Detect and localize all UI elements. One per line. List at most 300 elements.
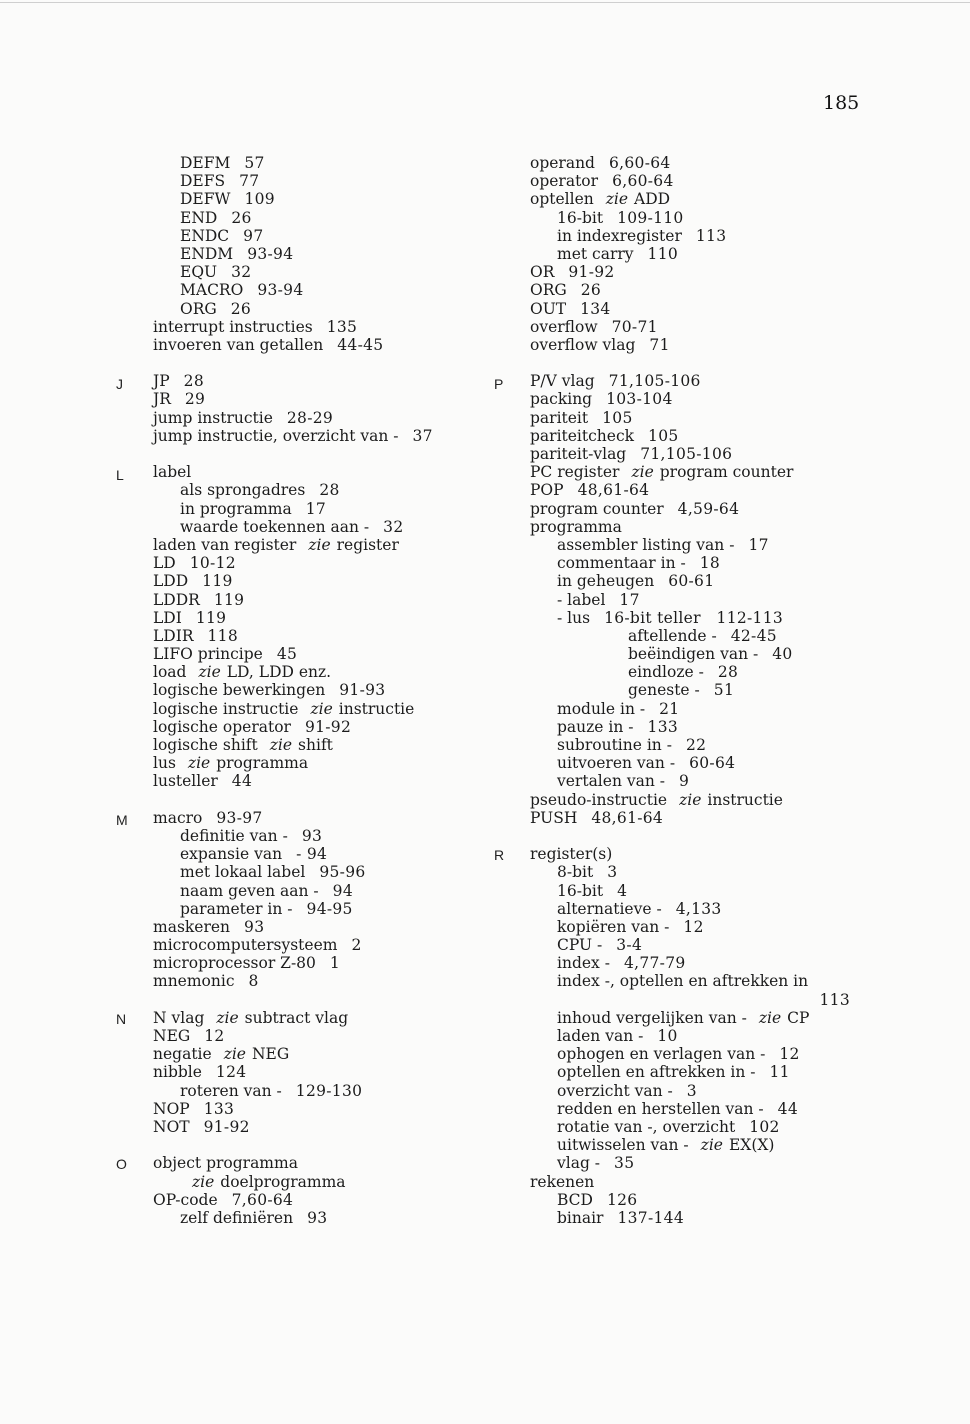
index-entry (153, 245, 533, 263)
index-term: met lokaal label (180, 863, 306, 882)
index-entry (153, 736, 533, 754)
index-term: programma (530, 517, 622, 536)
index-entry (153, 481, 533, 499)
index-entry (153, 918, 533, 936)
index-term: ORG (180, 299, 217, 318)
page-reference: 7,60-64 (231, 1190, 294, 1209)
index-term: maskeren (153, 917, 231, 936)
index-entry (153, 372, 533, 390)
index-term: microcomputersysteem (153, 936, 338, 955)
page-reference: 17 (748, 535, 769, 554)
page-reference: 102 (749, 1117, 780, 1136)
index-entry (530, 172, 870, 190)
section-gap (530, 354, 870, 372)
page-reference: 26 (231, 208, 252, 227)
see-reference-marker: zie (187, 754, 211, 773)
index-term: binair (557, 1208, 604, 1227)
index-term: optellen (530, 190, 594, 209)
index-entry (530, 1191, 870, 1209)
index-term: parameter in - (180, 899, 293, 918)
index-entry (153, 409, 533, 427)
index-entry (530, 809, 870, 827)
page-reference: 6,60-64 (612, 172, 674, 191)
index-entry (153, 936, 533, 954)
index-term: inhoud vergelijken van - (557, 1008, 747, 1027)
index-entry (530, 263, 870, 281)
page-reference: 10 (657, 1027, 678, 1045)
page-reference: 118 (207, 626, 239, 645)
index-entry (153, 1009, 533, 1027)
page-reference: 17 (619, 590, 640, 609)
index-term: waarde toekennen aan - (180, 517, 370, 536)
page-reference: 93 (244, 917, 265, 936)
page-reference: 26 (580, 281, 602, 300)
index-term: macro (153, 808, 203, 827)
index-term: vlag - (557, 1154, 601, 1173)
index-term: microprocessor Z-80 (153, 954, 316, 973)
index-term: interrupt instructies (153, 317, 313, 336)
page-reference: 91-92 (203, 1117, 250, 1136)
index-term: - label (557, 590, 606, 609)
index-entry (530, 681, 870, 699)
index-entry (530, 1027, 870, 1045)
index-term: subroutine in - (557, 736, 672, 754)
index-term: rotatie van -, overzicht (557, 1117, 736, 1136)
index-term: rekenen (530, 1172, 595, 1191)
index-term: zelf definiëren (180, 1208, 294, 1227)
index-term: kopiëren van - (557, 917, 670, 936)
index-entry (530, 1173, 870, 1191)
index-entry (153, 900, 533, 918)
index-term: geneste - (628, 681, 700, 700)
index-term: program counter (530, 499, 664, 518)
index-entry (530, 463, 870, 481)
index-entry (153, 263, 533, 281)
index-entry (530, 972, 870, 990)
index-entry (530, 663, 870, 681)
index-entry (153, 1154, 533, 1172)
index-entry (153, 627, 533, 645)
see-reference-marker: zie (223, 1045, 246, 1064)
section-gap (153, 791, 533, 809)
index-entry (530, 882, 870, 900)
page-reference: 48,61-64 (577, 481, 650, 500)
index-entry (153, 845, 533, 863)
index-term: PUSH (530, 808, 578, 827)
index-entry (530, 427, 870, 445)
page-reference: 4,133 (675, 899, 722, 918)
page-reference: 71,105-106 (640, 445, 733, 463)
index-entry (530, 481, 870, 499)
index-term: in indexregister (557, 226, 682, 245)
page-reference: 48,61-64 (591, 808, 664, 827)
index-term: DEFW (180, 190, 231, 209)
see-reference-target: register (336, 535, 399, 554)
page-reference: 71 (649, 335, 670, 354)
index-entry (530, 336, 870, 354)
index-entry (530, 718, 870, 736)
index-entry (530, 227, 870, 245)
index-entry (530, 1045, 870, 1063)
index-entry (153, 336, 533, 354)
index-term: P/V vlag (530, 372, 595, 391)
page-reference: 45 (276, 645, 298, 664)
page-reference: 134 (580, 299, 611, 318)
page-reference: 28 (183, 372, 204, 391)
index-entry (153, 1027, 533, 1045)
page-reference: 37 (412, 426, 433, 445)
index-entry (530, 954, 870, 972)
section-gap (153, 991, 533, 1009)
page-reference: 32 (231, 263, 252, 282)
page-reference: 109-110 (617, 208, 684, 227)
index-term: EQU (180, 263, 218, 282)
index-entry (530, 154, 870, 172)
index-term: mnemonic (153, 972, 235, 991)
index-term: pariteit (530, 408, 589, 427)
index-entry (153, 500, 533, 518)
page-reference: 126 (606, 1190, 638, 1209)
index-term: optellen en aftrekken in - (557, 1063, 756, 1082)
index-entry (153, 1100, 533, 1118)
page-reference: 9 (679, 772, 690, 791)
index-term: overflow vlag (530, 335, 636, 354)
index-entry (530, 209, 870, 227)
see-reference-marker: zie (269, 736, 293, 754)
index-entry (153, 154, 533, 172)
index-entry (530, 791, 870, 809)
index-term: negatie (153, 1045, 212, 1064)
index-entry (153, 300, 533, 318)
index-entry (530, 318, 870, 336)
index-term: POP (530, 481, 564, 500)
page-reference: 26 (230, 299, 252, 318)
page-reference: 8 (248, 972, 259, 991)
index-entry (530, 300, 870, 318)
index-term: vertalen van - (557, 772, 665, 791)
index-term: definitie van - (180, 826, 288, 845)
index-entry (530, 1063, 870, 1081)
index-entry (153, 172, 533, 190)
index-term: pauze in - (557, 717, 634, 736)
page-reference: 4 (617, 881, 628, 900)
see-reference-target: EX(X) (728, 1136, 775, 1155)
page-reference: 119 (195, 608, 227, 627)
page-reference: 137-144 (617, 1208, 684, 1227)
letter-O: O (116, 1156, 127, 1172)
see-reference-marker: zie (700, 1136, 723, 1155)
index-term: nibble (153, 1063, 202, 1082)
letter-P: P (494, 376, 504, 392)
index-entry (153, 463, 533, 481)
index-term: in programma (180, 499, 292, 518)
see-reference-marker: zie (308, 535, 331, 554)
index-entry (153, 772, 533, 790)
page-reference: 40 (772, 645, 793, 664)
index-entry (530, 572, 870, 590)
page-reference: 119 (202, 572, 233, 591)
index-entry (153, 1173, 533, 1191)
index-term: JR (153, 390, 171, 409)
index-term: index - (557, 954, 610, 973)
page-reference: 135 (326, 317, 358, 336)
index-column-right (530, 154, 870, 1227)
index-term: aftellende - (628, 626, 717, 645)
index-entry (530, 918, 870, 936)
page-reference: 91-92 (304, 717, 352, 736)
index-entry (530, 445, 870, 463)
page-reference: 4,59-64 (677, 499, 740, 518)
page-reference: 94 (332, 881, 353, 900)
see-reference-target: instructie (338, 699, 415, 718)
index-term: met carry (557, 244, 634, 263)
index-term: LDD (153, 572, 189, 591)
page-reference: 93-97 (216, 808, 263, 827)
page-reference: 113 (695, 226, 727, 245)
page-reference: 10-12 (189, 554, 236, 573)
scan-top-edge (0, 2, 970, 3)
index-entry (153, 681, 533, 699)
page-reference: 105 (602, 408, 633, 427)
index-term: CPU - (557, 936, 603, 955)
index-entry (530, 754, 870, 772)
see-reference-target: programma (216, 754, 309, 773)
index-term: ENDC (180, 226, 230, 245)
index-entry (530, 936, 870, 954)
page-reference: 70-71 (611, 317, 658, 336)
index-term: eindloze - (628, 663, 704, 682)
index-term: OP-code (153, 1190, 218, 1209)
page-reference: 91-92 (568, 263, 615, 282)
letter-M: M (116, 812, 128, 828)
page-reference: 3 (686, 1081, 697, 1100)
index-entry (530, 863, 870, 881)
page-reference: 91-93 (339, 681, 386, 700)
page-reference: 133 (647, 717, 679, 736)
index-term: laden van register (153, 535, 297, 554)
page-reference: 60-61 (668, 572, 715, 591)
index-entry (153, 318, 533, 336)
index-entry (530, 281, 870, 299)
index-entry (153, 390, 533, 408)
index-entry (153, 227, 533, 245)
letter-R: R (494, 847, 505, 863)
page-reference: 129-130 (295, 1081, 363, 1100)
index-entry (530, 627, 870, 645)
index-entry (153, 427, 533, 445)
see-reference-target: NEG (251, 1045, 290, 1064)
index-entry (530, 409, 870, 427)
index-term: roteren van - (180, 1081, 282, 1100)
page-reference: 105 (648, 426, 679, 445)
see-reference-marker: zie (198, 663, 221, 682)
page-reference: 93 (307, 1208, 328, 1227)
index-entry (153, 209, 533, 227)
page-reference: 93 (301, 826, 323, 845)
see-reference-target: ADD (634, 190, 671, 209)
page-reference: 124 (215, 1063, 247, 1082)
page-reference: - 94 (296, 845, 328, 864)
index-entry (530, 845, 870, 863)
page-reference: 28-29 (286, 408, 334, 427)
index-term: JP (153, 372, 170, 391)
index-term: ophogen en verlagen van - (557, 1045, 766, 1064)
index-term: 16-bit (557, 881, 604, 900)
page-reference: 12 (683, 917, 704, 936)
index-entry (530, 390, 870, 408)
page-reference: 44 (777, 1099, 798, 1118)
see-reference-marker: zie (192, 1172, 215, 1191)
index-term: uitvoeren van - (557, 754, 676, 773)
index-entry (153, 190, 533, 208)
index-term: load (153, 663, 187, 682)
index-entry (153, 1118, 533, 1136)
page-reference: 28 (319, 481, 340, 500)
page-reference: 21 (659, 699, 680, 718)
index-term: LDDR (153, 590, 200, 609)
page-reference: 28 (717, 663, 739, 682)
index-entry (530, 1082, 870, 1100)
index-term: overzicht van - (557, 1081, 673, 1100)
section-gap (153, 1136, 533, 1154)
see-reference-marker: zie (631, 463, 654, 482)
index-term: object programma (153, 1154, 298, 1173)
index-entry (530, 372, 870, 390)
page-reference: 110 (647, 244, 679, 263)
index-entry (530, 900, 870, 918)
page-reference: 51 (713, 681, 735, 700)
index-entry (530, 554, 870, 572)
index-term: register(s) (530, 845, 613, 864)
index-entry (153, 1082, 533, 1100)
index-entry (153, 972, 533, 990)
see-reference-marker: zie (310, 699, 333, 718)
see-reference-target: subtract vlag (244, 1008, 349, 1027)
index-entry (530, 190, 870, 208)
index-term: pseudo-instructie (530, 790, 668, 809)
index-term: - lus (557, 608, 591, 627)
index-entry (530, 1009, 870, 1027)
page-reference: 109 (244, 190, 275, 209)
index-term: BCD (557, 1190, 593, 1209)
index-entry (530, 1118, 870, 1136)
index-entry (530, 609, 870, 627)
index-entry (530, 518, 870, 536)
letter-J: J (116, 376, 123, 392)
index-term: commentaar in - (557, 554, 686, 573)
index-term: lus (153, 754, 176, 773)
section-gap (153, 354, 533, 372)
index-term: LDIR (153, 626, 194, 645)
index-term: pariteit-vlag (530, 445, 627, 463)
letter-L: L (116, 467, 124, 483)
page-reference-continued: 113 (819, 990, 850, 1009)
index-term: naam geven aan - (180, 881, 319, 900)
page-reference: 16-bit teller 112-113 (604, 608, 784, 627)
letter-N: N (116, 1011, 127, 1027)
index-entry (530, 1154, 870, 1172)
see-reference-marker: zie (605, 190, 629, 209)
index-entry (153, 1191, 533, 1209)
index-term: jump instructie, overzicht van - (153, 426, 399, 445)
index-entry (153, 591, 533, 609)
index-term: overflow (530, 317, 598, 336)
index-term: alternatieve - (557, 899, 662, 918)
see-reference-target: shift (298, 736, 333, 754)
index-entry (153, 718, 533, 736)
index-term: N vlag (153, 1008, 205, 1027)
index-term: OR (530, 263, 555, 282)
index-term: logische shift (153, 736, 258, 754)
page-reference: 133 (203, 1099, 235, 1118)
page-reference: 12 (779, 1045, 800, 1064)
page-reference: 17 (305, 499, 327, 518)
index-entry (153, 754, 533, 772)
page-reference: 42-45 (730, 626, 777, 645)
index-term: invoeren van getallen (153, 335, 324, 354)
index-term: expansie van (180, 845, 283, 864)
index-term: logische bewerkingen (153, 681, 326, 700)
see-reference-target: LD, LDD enz. (226, 663, 332, 682)
index-entry (153, 281, 533, 299)
index-entry (153, 518, 533, 536)
index-entry (530, 772, 870, 790)
index-entry (530, 1100, 870, 1118)
page-reference: 3 (607, 863, 618, 882)
page-reference: 22 (685, 736, 707, 754)
index-term: END (180, 208, 218, 227)
index-entry (153, 1209, 533, 1227)
index-term: als sprongadres (180, 481, 306, 500)
index-entry (530, 536, 870, 554)
page-reference: 103-104 (606, 390, 673, 409)
page-reference: 44 (231, 772, 253, 791)
index-term: ORG (530, 281, 567, 300)
index-entry (530, 645, 870, 663)
index-term: assembler listing van - (557, 535, 735, 554)
page-reference: 119 (213, 590, 245, 609)
index-entry (530, 736, 870, 754)
index-term: NEG (153, 1027, 191, 1045)
page-reference: 6,60-64 (608, 154, 671, 172)
index-entry (153, 536, 533, 554)
index-entry (530, 700, 870, 718)
page-reference: 29 (184, 390, 206, 409)
index-term: NOT (153, 1117, 190, 1136)
index-entry (153, 863, 533, 881)
page-reference: 57 (244, 154, 265, 172)
index-term: PC register (530, 463, 620, 482)
index-entry (153, 809, 533, 827)
index-entry (530, 1209, 870, 1227)
index-term: ENDM (180, 244, 234, 263)
index-entry (153, 663, 533, 681)
index-term: OUT (530, 299, 567, 318)
index-entry (530, 1136, 870, 1154)
section-gap (153, 445, 533, 463)
index-term: jump instructie (153, 408, 273, 427)
index-term: 16-bit (557, 208, 604, 227)
page-reference: 93-94 (247, 244, 294, 263)
index-term: in geheugen (557, 572, 655, 591)
index-term: packing (530, 390, 593, 409)
index-entry (153, 572, 533, 590)
index-term: MACRO (180, 281, 244, 300)
index-term: label (153, 463, 192, 482)
page-reference: 1 (329, 954, 341, 973)
index-term: logische operator (153, 717, 291, 736)
index-term: operator (530, 172, 599, 191)
